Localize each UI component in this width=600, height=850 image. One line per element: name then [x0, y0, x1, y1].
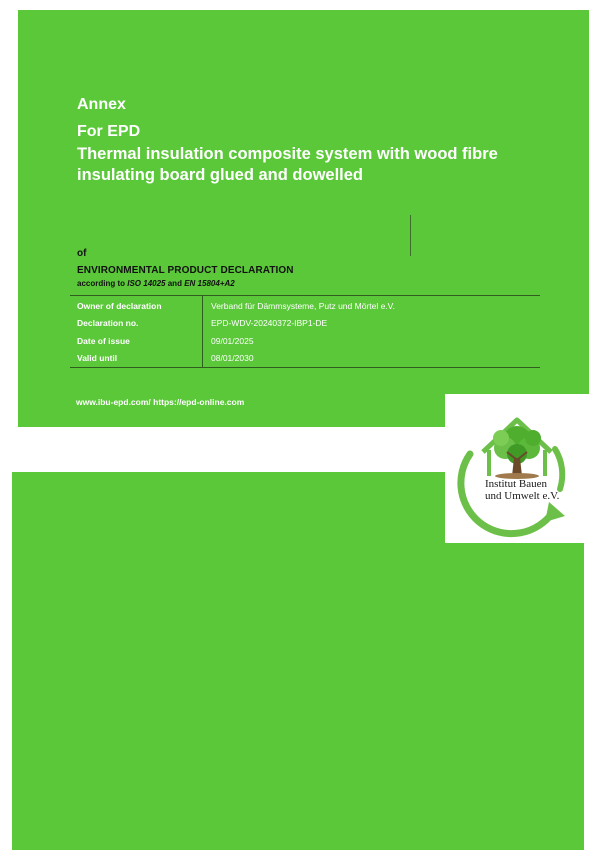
house-tree-recycle-logo-icon	[445, 394, 589, 543]
vertical-divider	[410, 215, 411, 256]
valid-until-key: Valid until	[77, 353, 118, 363]
standards-line	[77, 279, 235, 288]
declaration-info-table	[70, 295, 540, 368]
date-of-issue-key: Date of issue	[77, 336, 130, 346]
declaration-no-value: EPD-WDV-20240372-IBP1-DE	[211, 318, 328, 328]
annex-label: Annex	[77, 96, 126, 113]
declaration-heading: ENVIRONMENTAL PRODUCT DECLARATION	[77, 265, 294, 276]
logo-text-line2: und Umwelt e.V.	[485, 490, 560, 502]
ibu-logo	[445, 394, 589, 543]
product-title: Thermal insulation composite system with wood fibre insulating board glued and dowelled	[77, 145, 498, 184]
of-label: of	[77, 248, 87, 259]
logo-text	[485, 478, 595, 502]
owner-value: Verband für Dämmsysteme, Putz und Mörtel e.V.	[211, 301, 395, 311]
according-and: and	[167, 279, 182, 288]
for-epd-label: For EPD	[77, 123, 141, 140]
table-row-date-of-issue	[70, 332, 540, 349]
owner-key: Owner of declaration	[77, 301, 162, 311]
standard-en: EN 15804+A2	[184, 279, 235, 288]
date-of-issue-value: 09/01/2025	[211, 336, 254, 346]
according-prefix: according to	[77, 279, 126, 288]
valid-until-value: 08/01/2030	[211, 353, 254, 363]
declaration-no-key: Declaration no.	[77, 318, 139, 328]
website-links[interactable]: www.ibu-epd.com/ https://epd-online.com	[76, 397, 245, 407]
standard-iso: ISO 14025	[127, 279, 166, 288]
table-row-owner	[70, 297, 540, 314]
table-row-valid-until	[70, 349, 540, 366]
table-row-declaration-no	[70, 314, 540, 331]
logo-text-line1: Institut Bauen	[485, 478, 548, 490]
